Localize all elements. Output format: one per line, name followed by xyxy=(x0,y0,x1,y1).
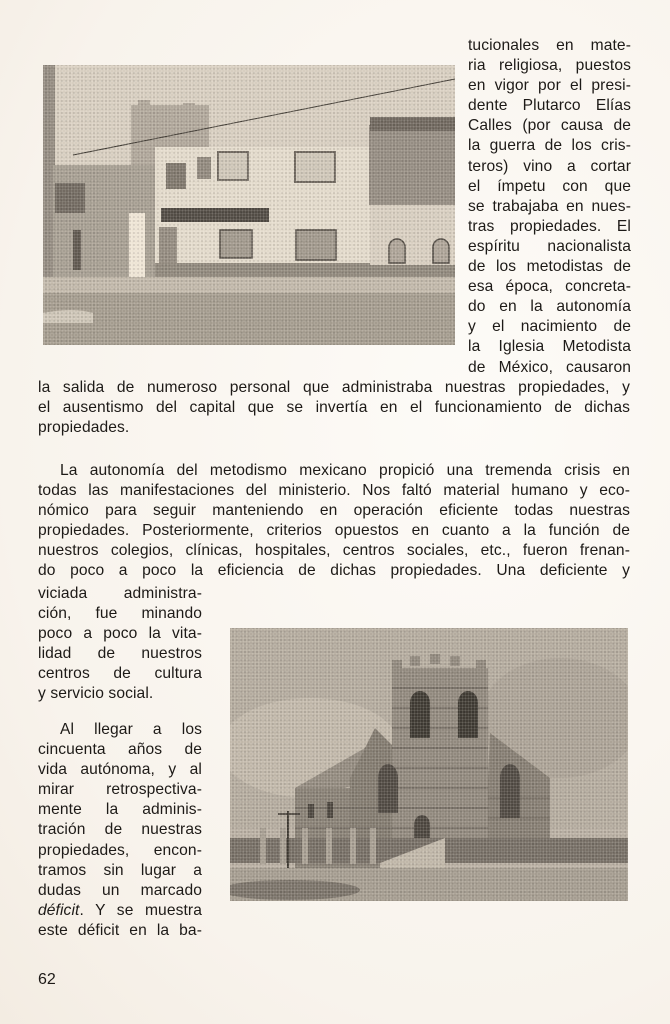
text-line: tramos sin lugar a xyxy=(38,861,202,879)
text-line: La autonomía del metodismo mexicano propició una tremenda crisis en xyxy=(60,462,630,479)
text-line: la guerra de los cris- xyxy=(468,137,631,155)
left-column-text-bottom xyxy=(38,720,202,941)
paragraph-autonomy xyxy=(38,461,630,582)
text-line: en vigor por el presi- xyxy=(468,77,631,95)
text-line: Al llegar a los xyxy=(60,721,202,738)
photo-stone-church xyxy=(230,628,628,901)
italic-term: déficit xyxy=(38,901,80,919)
text-line: la salida de numeroso personal que administraba nuestras propiedades, y xyxy=(38,379,630,396)
text-line: dudas un marcado xyxy=(38,881,202,899)
text-line: esa época, concreta- xyxy=(468,278,631,296)
text-line: de México, causaron xyxy=(468,358,631,376)
text-line: cincuenta años de xyxy=(38,741,202,759)
church-photo-illustration xyxy=(230,628,628,901)
paragraph-continuation xyxy=(38,378,630,438)
text-line: viciada administra- xyxy=(38,585,202,602)
text-line: y el nacimiento de xyxy=(468,318,631,336)
text-line: este déficit en la ba- xyxy=(38,921,202,939)
text-line: ria religiosa, puestos xyxy=(468,57,631,75)
left-column-text-mid xyxy=(38,584,202,705)
text-line: do poco a poco la eficiencia de dichas propiedades. Una deficiente y xyxy=(38,562,630,580)
text-line: la Iglesia Metodista xyxy=(468,338,631,356)
text-line: lidad de nuestros xyxy=(38,645,202,663)
page-number: 62 xyxy=(38,971,56,988)
photo-corner-building xyxy=(43,65,455,345)
text-line: tucionales en mate- xyxy=(468,37,631,54)
text-line: el ímpetu con que xyxy=(468,177,631,195)
text-line: y servicio social. xyxy=(38,685,154,703)
text-line: propiedades, encon- xyxy=(38,841,202,859)
text-line: de los metodistas de xyxy=(468,258,631,276)
text-line: poco a poco la vita- xyxy=(38,625,202,643)
text-line: ción, fue minando xyxy=(38,605,202,623)
text-line: nuestros colegios, clínicas, hospitales, centros sociales, etc., fueron frenan- xyxy=(38,542,630,560)
text-line: teros) vino a cortar xyxy=(468,157,631,175)
text-line: mente la adminis- xyxy=(38,801,202,819)
text-line: tración de nuestras xyxy=(38,821,202,839)
text-line: todas las manifestaciones del ministerio. Nos faltó material humano y eco- xyxy=(38,482,630,500)
building-photo-illustration xyxy=(43,65,455,345)
text-line: nómico para seguir manteniendo en operación eficiente todas nuestras xyxy=(38,502,630,520)
text-fragment: . Y se muestra xyxy=(79,901,202,919)
text-line: dente Plutarco Elías xyxy=(468,97,631,115)
text-line: se trabajaba en nues- xyxy=(468,197,631,215)
text-line: vida autónoma, y al xyxy=(38,761,202,779)
text-line: tras propiedades. El xyxy=(468,217,631,235)
text-line: centros de cultura xyxy=(38,665,202,683)
text-line: propiedades. Posteriormente, criterios opuestos en cuanto a la función de xyxy=(38,522,630,540)
text-line: mirar retrospectiva- xyxy=(38,781,202,799)
right-column-text xyxy=(468,36,631,378)
text-line-with-italic xyxy=(38,901,202,921)
text-line: espíritu nacionalista xyxy=(468,237,631,255)
text-line: el ausentismo del capital que se invertía en el funcionamiento de dichas xyxy=(38,399,630,417)
text-line: propiedades. xyxy=(38,419,130,437)
text-line: Calles (por causa de xyxy=(468,117,631,135)
text-line: do en la autonomía xyxy=(468,298,631,316)
